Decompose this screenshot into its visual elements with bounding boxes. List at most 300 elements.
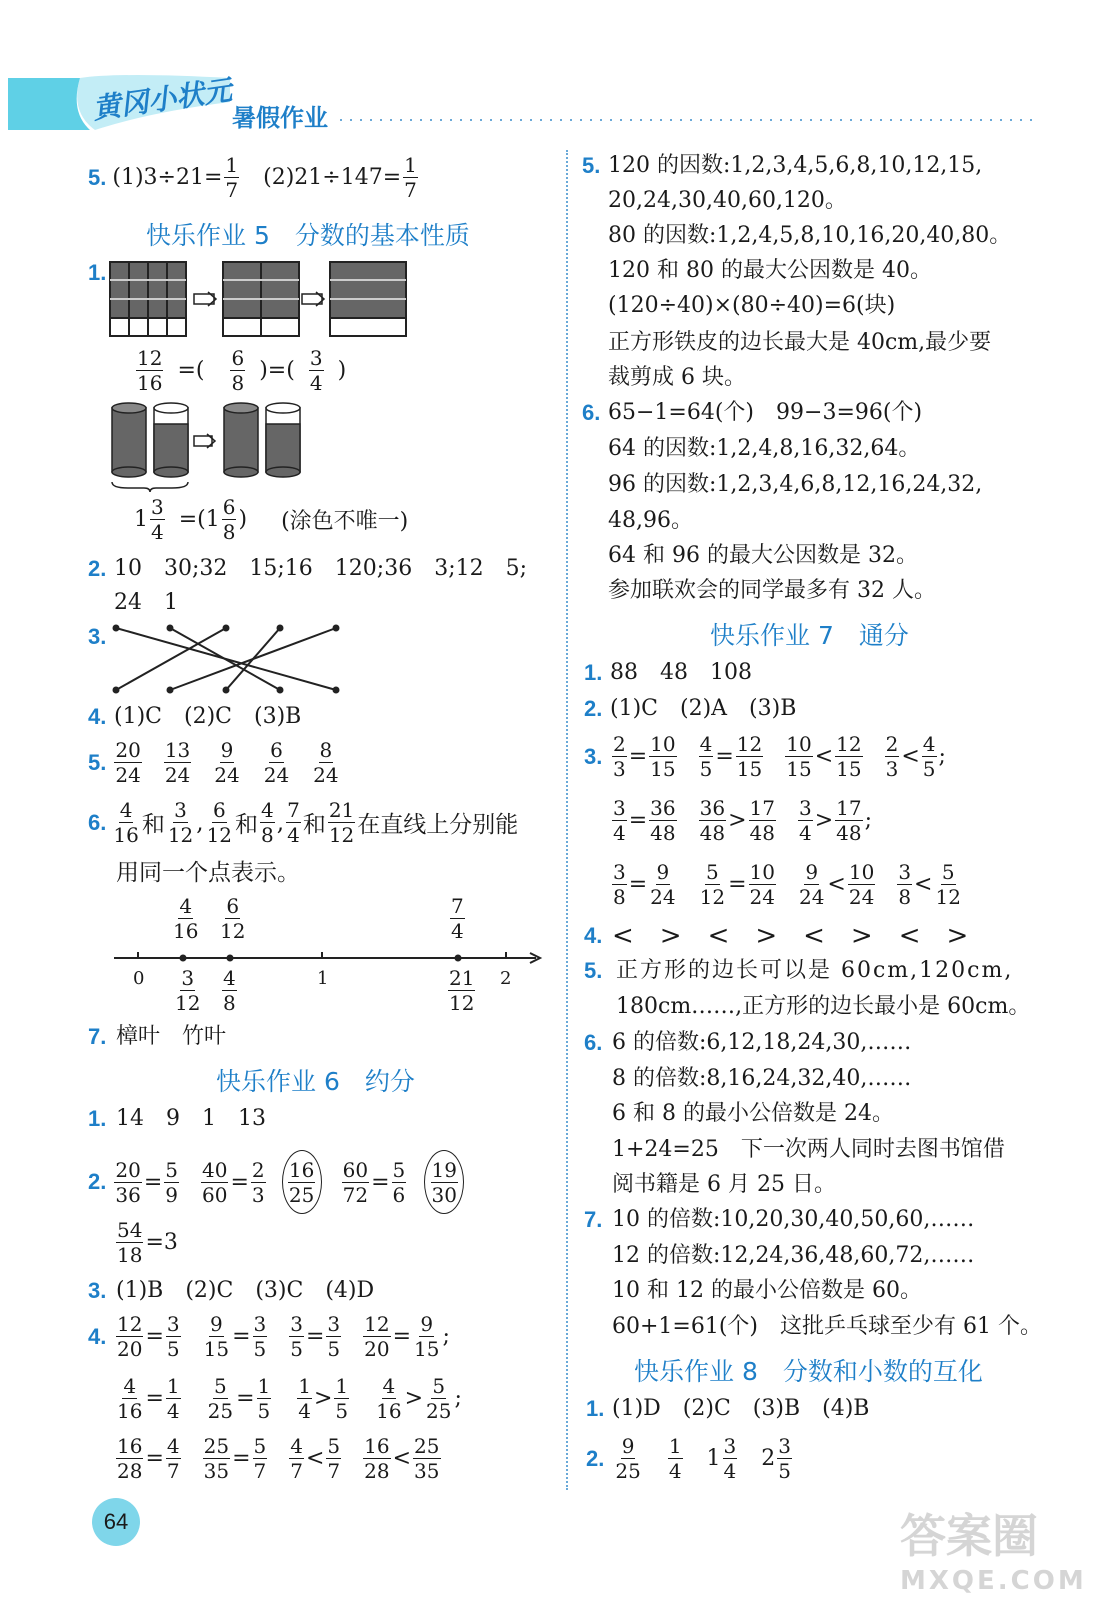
frac-den: 8: [898, 885, 912, 909]
frac-num: 54: [117, 1218, 143, 1242]
fraction: [342, 1157, 369, 1207]
fraction: [326, 1314, 341, 1359]
frac-den: 16: [113, 823, 139, 847]
frac-num: 12: [736, 732, 763, 756]
answer-line: 12 的倍数:12,24,36,48,60,72,……: [612, 1243, 975, 1268]
operator: =: [728, 872, 747, 897]
fraction: [114, 740, 141, 785]
frac-num: 5: [327, 1434, 341, 1458]
fraction: [413, 1436, 440, 1481]
frac-den: 5: [290, 1337, 303, 1361]
page-number: 64: [103, 1509, 129, 1534]
fraction: [448, 968, 475, 1013]
frac-den: 9: [165, 1182, 178, 1207]
answer-line: 6 和 8 的最小公倍数是 24。: [612, 1101, 894, 1126]
fraction: [328, 800, 355, 845]
frac-den: 35: [203, 1459, 230, 1483]
fraction: [164, 1157, 179, 1207]
answer-line: 180cm……,正方形的边长最小是 60cm。: [616, 994, 1031, 1019]
frac-den: 4: [668, 1459, 682, 1483]
fraction: [253, 1314, 268, 1359]
frac-den: 5: [166, 1337, 180, 1361]
text: 和: [235, 812, 259, 838]
axis-tick-label: 0: [133, 968, 145, 989]
expr-text: (1)3÷21=: [112, 165, 223, 190]
frac-num: 9: [220, 738, 234, 762]
frac-den: 15: [736, 757, 763, 781]
operator: =: [232, 1446, 251, 1471]
frac-den: 24: [848, 885, 875, 909]
operator: =: [628, 744, 648, 769]
section-title-5: 快乐作业 5 分数的基本性质: [146, 221, 470, 250]
text: =: [143, 1169, 163, 1195]
frac-num: 6: [222, 495, 236, 519]
frac-den: 30: [431, 1182, 457, 1207]
frac-num: 5: [705, 860, 719, 884]
frac-num: 6: [226, 894, 240, 918]
fraction: [286, 800, 301, 845]
fraction: [136, 348, 163, 393]
frac-num: 4: [179, 894, 193, 918]
answer-line: 60+1=61(个) 这批乒乓球至少有 61 个。: [612, 1314, 1042, 1339]
frac-den: 4: [798, 821, 812, 845]
frac-num: 7: [451, 894, 464, 918]
text: ;: [442, 1324, 450, 1349]
watermark-logo: 答案圈: [900, 1509, 1038, 1563]
frac-den: 60: [201, 1182, 228, 1207]
frac-num: 20: [115, 1157, 141, 1182]
fraction: [166, 1376, 181, 1421]
frac-num: 25: [203, 1434, 230, 1458]
answer-text: 88 48 108: [610, 660, 752, 685]
header-banner: [0, 72, 1102, 134]
answer-line: 48,96。: [608, 508, 693, 533]
fraction: [334, 1376, 349, 1421]
frac-num: 36: [699, 796, 726, 820]
s5q6-row: [88, 800, 518, 845]
answer-text: 用同一个点表示。: [116, 860, 300, 886]
frac-num: 4: [166, 1434, 180, 1458]
question-number: 2.: [88, 556, 107, 581]
frac-num: 60: [342, 1157, 369, 1182]
frac-den: 25: [426, 1399, 452, 1423]
compare-row: [114, 1376, 462, 1421]
frac-num: 20: [115, 738, 141, 762]
frac-den: 4: [723, 1459, 737, 1483]
frac-den: 7: [225, 178, 239, 202]
fraction: [230, 348, 245, 393]
whole-part: 1: [134, 507, 148, 532]
frac-num: 17: [836, 796, 862, 820]
frac-num: 10: [786, 732, 812, 756]
frac-num: 13: [164, 738, 191, 762]
frac-num: 1: [404, 153, 417, 177]
answer-line: 1+24=25 下一次两人同时去图书馆借: [612, 1137, 1005, 1162]
answer-text: (1)B (2)C (3)C (4)D: [116, 1278, 375, 1303]
answer-line: 裁剪成 6 块。: [608, 365, 746, 390]
fraction: [203, 1314, 230, 1359]
answer-text: < > < > < > < >: [612, 921, 969, 951]
fraction: [219, 896, 246, 941]
fraction: [749, 862, 776, 907]
question-number: 1.: [88, 1106, 107, 1131]
frac-den: 8: [261, 823, 274, 847]
number-line: [110, 948, 546, 968]
fraction: [222, 968, 237, 1013]
frac-den: 28: [117, 1459, 143, 1483]
s5q1-eq1: [134, 348, 346, 393]
frac-den: 24: [214, 763, 240, 787]
fraction: [289, 1436, 304, 1481]
grid-shading-diagram: [108, 260, 418, 340]
operator: >: [728, 808, 747, 833]
frac-num: 7: [287, 798, 300, 822]
frac-num: 4: [223, 966, 236, 990]
column-divider: [566, 150, 568, 1490]
answer-text: (1)C (2)C (3)B: [114, 704, 302, 729]
frac-den: 35: [414, 1459, 440, 1483]
operator: =: [392, 1324, 412, 1349]
frac-num: 3: [327, 1312, 341, 1336]
question-number: 5.: [88, 164, 107, 190]
operator: =: [236, 1386, 255, 1411]
watermark: [900, 1500, 1090, 1596]
frac-num: 16: [288, 1157, 315, 1182]
frac-num: 4: [261, 798, 274, 822]
section-title-6: 快乐作业 6 约分: [216, 1067, 415, 1096]
fraction: [201, 1157, 228, 1207]
page-number-badge: [92, 1498, 140, 1546]
fraction: [649, 734, 676, 779]
fraction: [363, 1436, 390, 1481]
fraction: [450, 896, 465, 941]
operator: <: [914, 872, 933, 897]
operator: =: [145, 1446, 164, 1471]
answer-line: 正方形的边长可以是 60cm,120cm,: [616, 958, 1014, 983]
frac-num: 19: [431, 1157, 457, 1182]
fraction: [288, 1157, 315, 1207]
question-number: 6.: [584, 1030, 603, 1055]
operator: <: [814, 744, 834, 769]
frac-den: 15: [203, 1337, 230, 1361]
watermark-text: MXQE.COM: [900, 1566, 1087, 1596]
frac-den: 24: [749, 885, 775, 909]
frac-num: 5: [941, 860, 955, 884]
expr-text: ): [337, 358, 347, 383]
fraction: [116, 1314, 143, 1359]
frac-num: 2: [885, 732, 899, 756]
matching-lines-diagram: [110, 620, 350, 696]
frac-den: 7: [290, 1459, 303, 1483]
frac-den: 16: [376, 1399, 402, 1423]
frac-den: 72: [342, 1182, 369, 1207]
fraction: [213, 740, 240, 785]
fraction: [251, 1157, 266, 1207]
fraction: [167, 800, 194, 845]
fraction: [116, 1376, 143, 1421]
frac-den: 12: [206, 823, 233, 847]
fraction: [326, 1436, 341, 1481]
question-number: 7.: [88, 1024, 107, 1049]
compare-row: [114, 1436, 443, 1481]
operator: =: [305, 1324, 325, 1349]
frac-den: 48: [749, 821, 775, 845]
frac-den: 24: [650, 885, 676, 909]
fraction: [253, 1436, 268, 1481]
question-number: 3.: [88, 624, 107, 649]
frac-num: 10: [650, 732, 676, 756]
question-number: 4.: [88, 704, 107, 729]
frac-den: 6: [392, 1182, 406, 1207]
frac-num: 12: [364, 1312, 390, 1336]
brand-logo-text: 黄冈小状元: [90, 73, 234, 126]
frac-num: 4: [290, 1434, 303, 1458]
operator: =: [232, 1324, 251, 1349]
frac-den: 5: [253, 1337, 267, 1361]
expr-text: (2)21÷147=: [263, 165, 402, 190]
frac-den: 15: [650, 757, 676, 781]
expr-text: )=(: [259, 358, 295, 383]
frac-den: 8: [222, 520, 236, 544]
operator: >: [313, 1386, 333, 1411]
fraction: [649, 798, 676, 843]
question-number: 4.: [584, 923, 603, 948]
frac-den: 36: [115, 1182, 141, 1207]
frac-den: 24: [313, 763, 339, 787]
frac-num: 10: [749, 860, 775, 884]
fraction: [112, 800, 139, 845]
fraction: [413, 1314, 440, 1359]
frac-den: 8: [613, 885, 626, 909]
answer-line: 64 和 96 的最大公因数是 32。: [608, 543, 918, 568]
expr-text: =(: [177, 358, 205, 383]
frac-num: 9: [420, 1312, 434, 1336]
answer-text: (1)C (2)A (3)B: [610, 696, 797, 721]
frac-den: 25: [615, 1459, 641, 1483]
fraction: [431, 1157, 458, 1207]
s8q2-row: [586, 1436, 794, 1481]
fraction: [312, 740, 339, 785]
fraction: [649, 862, 676, 907]
question-number: 5.: [582, 153, 601, 178]
s5q5-row: [88, 740, 342, 785]
s6q2-last: [114, 1220, 178, 1265]
answer-line: 120 和 80 的最大公因数是 40。: [608, 258, 932, 283]
answer-line: 6 的倍数:6,12,18,24,30,……: [612, 1030, 912, 1055]
frac-den: 4: [613, 821, 626, 845]
fraction: [116, 1436, 143, 1481]
fraction: [798, 862, 825, 907]
frac-den: 7: [404, 178, 417, 202]
answer-line: 96 的因数:1,2,3,4,6,8,12,16,24,32,: [608, 472, 983, 497]
s6q2-row: [88, 1150, 464, 1214]
frac-den: 25: [288, 1182, 315, 1207]
frac-den: 48: [699, 821, 726, 845]
answer-text: 10 30;32 15;16 120;36 3;12 5;: [114, 556, 528, 581]
axis-bottom-label: [172, 968, 203, 1013]
whole-part: 2: [761, 1446, 776, 1471]
frac-num: 25: [414, 1434, 440, 1458]
frac-num: 16: [364, 1434, 390, 1458]
section-title-8: 快乐作业 8 分数和小数的互化: [634, 1357, 983, 1386]
frac-den: 48: [836, 821, 862, 845]
frac-num: 9: [621, 1434, 635, 1458]
circled-answer: [282, 1150, 322, 1214]
frac-den: 5: [335, 1399, 349, 1423]
frac-den: 24: [115, 763, 141, 787]
compare-row: [610, 734, 946, 779]
s5q1-eq2: [134, 497, 408, 542]
section-title-7: 快乐作业 7 通分: [710, 621, 909, 650]
text: =3: [145, 1230, 178, 1255]
frac-den: 12: [175, 991, 201, 1015]
axis-top-label: [217, 896, 248, 941]
answer-line: (120÷40)×(80÷40)=6(块): [608, 293, 896, 318]
question-number: 6.: [582, 400, 601, 425]
frac-num: 9: [209, 1312, 223, 1336]
frac-num: 3: [613, 860, 626, 884]
answer-text: (1)D (2)C (3)B (4)B: [612, 1396, 870, 1421]
fraction: [150, 497, 165, 542]
answer-line: 阅书籍是 6 月 25 日。: [612, 1172, 836, 1197]
text: 在直线上分别能: [357, 812, 519, 838]
axis-bottom-label: [446, 968, 477, 1013]
axis-tick-label: 1: [317, 968, 329, 989]
text: 和: [302, 812, 326, 838]
frac-den: 16: [173, 919, 199, 943]
operator: =: [628, 872, 648, 897]
frac-den: 4: [166, 1399, 180, 1423]
fraction: [699, 798, 726, 843]
frac-num: 1: [225, 153, 239, 177]
fraction: [206, 800, 233, 845]
frac-den: 24: [798, 885, 825, 909]
frac-num: 10: [848, 860, 875, 884]
expr-text: ): [238, 507, 248, 532]
frac-den: 8: [231, 371, 245, 395]
frac-num: 1: [166, 1374, 180, 1398]
operator: <: [305, 1446, 325, 1471]
axis-tick-label: 2: [500, 968, 512, 989]
frac-den: 5: [327, 1337, 341, 1361]
fraction: [164, 740, 191, 785]
frac-den: 5: [699, 757, 713, 781]
frac-num: 4: [123, 1374, 137, 1398]
answer-line: 20,24,30,40,60,120。: [608, 188, 847, 213]
whole-part: 1: [706, 1446, 721, 1471]
text: =: [230, 1169, 249, 1195]
operator: <: [901, 744, 920, 769]
fraction: [166, 1314, 181, 1359]
fraction: [736, 734, 763, 779]
frac-num: 3: [151, 495, 164, 519]
fraction: [612, 734, 627, 779]
cylinder-shading-diagram: [108, 402, 308, 492]
frac-num: 16: [117, 1434, 143, 1458]
fraction: [207, 1376, 234, 1421]
frac-num: 3: [290, 1312, 303, 1336]
fraction: [885, 734, 900, 779]
question-number: 7.: [584, 1207, 603, 1232]
frac-num: 6: [212, 798, 226, 822]
frac-num: 3: [309, 346, 323, 370]
frac-num: 3: [181, 966, 195, 990]
frac-den: 3: [613, 757, 626, 781]
frac-den: 12: [935, 885, 961, 909]
operator: <: [827, 872, 846, 897]
operator: >: [404, 1386, 424, 1411]
axis-top-label: [170, 896, 201, 941]
text: ;: [938, 744, 946, 769]
frac-den: 20: [117, 1337, 143, 1361]
fraction: [224, 155, 239, 200]
question-number: 5.: [584, 958, 603, 983]
frac-den: 16: [117, 1399, 143, 1423]
frac-num: 17: [749, 796, 775, 820]
frac-den: 4: [309, 371, 323, 395]
frac-num: 4: [922, 732, 936, 756]
answer-line: 65−1=64(个) 99−3=96(个): [608, 400, 923, 425]
fraction: [934, 862, 961, 907]
fraction: [835, 798, 862, 843]
operator: =: [628, 808, 648, 833]
operator: =: [715, 744, 734, 769]
frac-den: 15: [786, 757, 812, 781]
fraction: [392, 1157, 407, 1207]
fraction: [166, 1436, 181, 1481]
frac-den: 5: [257, 1399, 271, 1423]
question-number: 2.: [584, 696, 603, 721]
question-number: 1.: [586, 1396, 605, 1421]
frac-num: 5: [165, 1157, 178, 1182]
frac-num: 1: [335, 1374, 349, 1398]
compare-row: [114, 1314, 450, 1359]
expr-text: =(1: [178, 507, 220, 532]
frac-num: 1: [298, 1374, 311, 1398]
frac-num: 40: [201, 1157, 228, 1182]
operator: =: [145, 1324, 164, 1349]
frac-den: 48: [650, 821, 676, 845]
text: 和: [141, 812, 165, 838]
operator: >: [814, 808, 834, 833]
frac-num: 21: [449, 966, 475, 990]
fraction: [777, 1436, 792, 1481]
compare-row: [610, 798, 872, 843]
frac-den: 12: [328, 823, 355, 847]
frac-num: 12: [117, 1312, 143, 1336]
frac-den: 18: [117, 1243, 143, 1267]
frac-den: 4: [298, 1399, 311, 1423]
fraction: [116, 1220, 143, 1265]
answer-line: 80 的因数:1,2,4,5,8,10,16,20,40,80。: [608, 223, 1012, 248]
frac-den: 4: [451, 919, 464, 943]
fraction: [363, 1314, 390, 1359]
frac-num: 4: [699, 732, 713, 756]
frac-num: 3: [174, 798, 187, 822]
question-number: 6.: [88, 809, 107, 835]
left-q5-top: [88, 155, 420, 200]
fraction: [222, 497, 237, 542]
frac-num: 36: [650, 796, 676, 820]
frac-den: 15: [836, 757, 862, 781]
frac-den: 7: [327, 1459, 341, 1483]
question-number: 1.: [88, 260, 107, 285]
answer-text: 樟叶 竹叶: [116, 1024, 227, 1049]
note-text: (涂色不唯一): [281, 509, 409, 534]
frac-den: 25: [207, 1399, 234, 1423]
frac-num: 8: [319, 738, 333, 762]
fraction: [114, 1157, 141, 1207]
